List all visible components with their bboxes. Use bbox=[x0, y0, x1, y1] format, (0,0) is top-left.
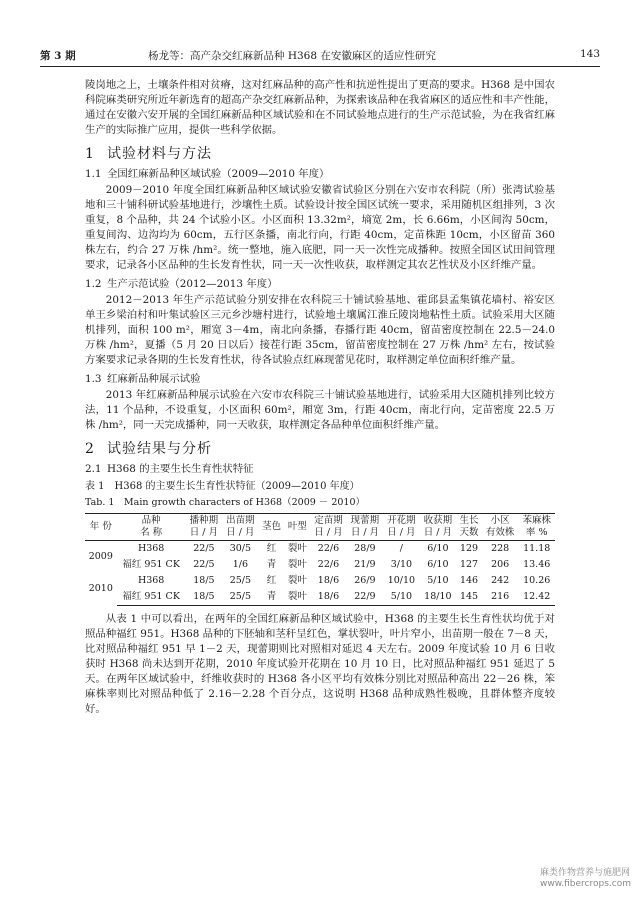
table-row bbox=[85, 589, 555, 606]
subsection-number: 1.3 bbox=[85, 373, 102, 385]
table-cell: 1/6 bbox=[232, 559, 249, 570]
paragraph: 2009－2010 年度全国红麻新品种区域试验安徽省试验区分别在六安市农科院（所）张湾试验基地和三十铺科研试验基地进行，沙壤性土质。试验设计按全国区试统一要求，采用随机区组排列，3 次重复，8 个品种，共 24 个试验小区。小区面积 13.32m²，墒宽 2m，长 6.66m，小区间沟 50cm，重复间沟、边沟均为 60cm，五行区条播，南北行向，行距 40cm，定苗株距 10cm，小区留苗 360 株左右，约合 27 万株 /hm²。统一整地，施入底肥，同一天一次性完成播种。按照全国区试田间管理要求，记录各小区品种的生长发育性状，同一天一次性收获，取样测定其农艺性状及小区纤维产量。 bbox=[85, 184, 555, 271]
table-cell: 22/5 bbox=[193, 559, 215, 570]
table-cell: 228 bbox=[491, 543, 510, 554]
table-cell: 12.42 bbox=[518, 589, 555, 606]
subsection-heading bbox=[85, 277, 555, 292]
year-cell: 2010 bbox=[88, 583, 113, 595]
subsection-heading bbox=[85, 372, 555, 387]
header-thinning: 定苗期 日 / 月 bbox=[310, 514, 346, 541]
table-cell: 146 bbox=[459, 575, 479, 586]
subsection-number: 1.1 bbox=[85, 168, 102, 180]
section-title: 试验材料与方法 bbox=[107, 146, 212, 162]
table-header-row bbox=[85, 514, 555, 541]
header-stem-color: 茎色 bbox=[259, 514, 285, 541]
header-budding: 现蕾期 日 / 月 bbox=[347, 514, 383, 541]
header-growth-days: 生长 天数 bbox=[456, 514, 482, 541]
table-cell: 22/5 bbox=[193, 543, 215, 554]
growth-characters-table bbox=[85, 513, 555, 606]
table-cell: 5/10 bbox=[383, 589, 419, 606]
table-cell: 红 bbox=[266, 543, 277, 554]
year-cell: 2009 bbox=[88, 551, 113, 562]
page-number: 143 bbox=[579, 48, 600, 60]
running-title: 杨龙等：高产杂交红麻新品种 H368 在安徽麻区的适应性研究 bbox=[148, 50, 436, 62]
subsection-title: 全国红麻新品种区域试验（2009—2010 年度） bbox=[107, 168, 330, 180]
paragraph: 2013 年红麻新品种展示试验在六安市农科院三十铺试验基地进行，试验采用大区随机排列比较方法，11 个品种，不设重复，小区面积 60m²，厢宽 3m，行距 40cm，南北行向，定苗密度 22.5 万株 /hm²，同一天完成播种，同一天收获，取样测定各品种单位面积纤维产量。 bbox=[85, 389, 555, 431]
header-harvest: 收获期 日 / 月 bbox=[420, 514, 456, 541]
table-cell: 26/9 bbox=[354, 575, 376, 586]
table-cell: 25/5 bbox=[222, 589, 258, 606]
header-rule bbox=[40, 66, 600, 67]
table-cell: 22/6 bbox=[317, 559, 340, 570]
table-cell: 13.46 bbox=[523, 559, 551, 570]
table-cell: 25/5 bbox=[229, 575, 252, 586]
subsection-number: 1.2 bbox=[85, 278, 102, 290]
table-cell: 10/10 bbox=[387, 575, 416, 586]
table-cell: 红 bbox=[266, 575, 277, 586]
table-row bbox=[85, 541, 555, 558]
watermark bbox=[540, 868, 630, 890]
table-cell: 18/6 bbox=[317, 575, 340, 586]
table-cell: 6/10 bbox=[427, 559, 449, 570]
watermark-line: 麻类作物营养与施肥网 bbox=[540, 868, 631, 878]
table-cell: 216 bbox=[482, 589, 518, 606]
issue-label: 第 3 期 bbox=[40, 50, 76, 62]
header-sowing: 播种期 日 / 月 bbox=[186, 514, 222, 541]
table-cell: 3/10 bbox=[390, 559, 413, 570]
table-cell: 30/5 bbox=[229, 543, 252, 554]
header-effective-plants: 小区 有效株 bbox=[482, 514, 518, 541]
intro-paragraph: 陵岗地之上，土壤条件相对贫瘠，这对红麻品种的高产性和抗逆性提出了更高的要求。H368 是中国农科院麻类研究所近年新选育的超高产杂交红麻新品种，为探索该品种在我省麻区的适应性和丰产性能，通过在安徽六安开展的全国红麻新品种区域试验和在不同试验地点进行的生产示范试验，为在我省红麻生产的实际推广应用，提供一些科学依据。 bbox=[85, 79, 555, 136]
header-emergence: 出苗期 日 / 月 bbox=[222, 514, 258, 541]
table-cell: 18/5 bbox=[193, 575, 215, 586]
subsection-heading bbox=[85, 462, 555, 477]
table-cell: H368 bbox=[137, 543, 165, 554]
header-variety: 品种 名 称 bbox=[117, 514, 186, 541]
table-cell: 206 bbox=[491, 559, 510, 570]
section-heading bbox=[85, 147, 555, 162]
table-cell: 21/9 bbox=[354, 559, 376, 570]
table-cell: 青 bbox=[266, 559, 277, 570]
table-cell: 裂叶 bbox=[287, 559, 307, 570]
table-cell: 裂叶 bbox=[287, 543, 307, 554]
table-cell: 22/6 bbox=[317, 543, 340, 554]
paragraph: 2012－2013 年生产示范试验分别安排在农科院三十铺试验基地、霍邱县孟集镇花墙村、裕安区单王乡梁泊村和叶集试验区三元乡沙塘村进行，试验地土壤属江淮丘陵岗地粘性土质。试验采用大区随机排列，面积 100 m²，厢宽 3－4m，南北向条播，春播行距 40cm，留苗密度控制在 22.5－24.0 万株 /hm²，夏播（5 月 20 日以后）接茬行距 35cm，留苗密度控制在 27 万株 /hm² 左右，按试验方案要求记录各期的生长发育性状，待各试验点红麻现蕾见花时，取样测定单位面积纤维产量。 bbox=[85, 294, 555, 366]
subsection-title: 生产示范试验（2012—2013 年度） bbox=[107, 278, 278, 290]
header-dwarf-rate: 苯麻株 率 % bbox=[518, 514, 555, 541]
table-row bbox=[85, 557, 555, 573]
section-title: 试验结果与分析 bbox=[107, 441, 212, 457]
header-year: 年 份 bbox=[85, 514, 117, 541]
table-cell: 18/6 bbox=[310, 589, 346, 606]
table-cell: H368 bbox=[137, 575, 165, 586]
table-cell: 22/9 bbox=[347, 589, 383, 606]
table-cell: 145 bbox=[456, 589, 482, 606]
page-body bbox=[85, 78, 555, 717]
analysis-paragraph: 从表 1 中可以看出，在两年的全国红麻新品种区域试验中，H368 的主要生长生育性状均优于对照品种福红 951。H368 品种的下胚轴和茎秆呈红色，掌状裂叶，叶片窄小，出苗期一般在 7－8 天，比对照品种福红 951 早 1－2 天，现蕾期则比对照相对延迟 4 天左右。2009 年度试验 10 月 6 日收获时 H368 尚未达到开花期，2010 年度试验开花期在 10 月 10 日，比对照品种福红 951 延迟了 5 天。在两年区域试验中，纤维收获时的 H368 各小区平均有效株分别比对照品种高出 22－26 株，笨麻株率则比对照品种低了 2.16－2.28 个百分点，这说明 H368 品种成熟性极晚，且群体整齐度较好。 bbox=[85, 613, 555, 715]
subsection-title: 红麻新品种展示试验 bbox=[107, 373, 201, 385]
table-row bbox=[85, 573, 555, 589]
section-number: 2 bbox=[85, 441, 95, 457]
table-cell: 18/5 bbox=[186, 589, 222, 606]
section-heading bbox=[85, 442, 555, 457]
subsection-heading bbox=[85, 167, 555, 182]
table-cell: 裂叶 bbox=[287, 575, 307, 586]
table-caption-cn: 表 1 H368 的主要生长生育性状特征（2009—2010 年度） bbox=[85, 481, 360, 492]
section-number: 1 bbox=[85, 146, 95, 162]
table-caption-en: Tab. 1 Main growth characters of H368（2009 － 2010） bbox=[85, 497, 365, 508]
table-cell: 242 bbox=[491, 575, 510, 586]
running-header bbox=[40, 48, 600, 64]
watermark-url: www.fibercrops.com bbox=[540, 879, 631, 889]
table-cell: 6/10 bbox=[427, 543, 449, 554]
table-cell: 5/10 bbox=[427, 575, 449, 586]
subsection-title: H368 的主要生长生育性状特征 bbox=[107, 463, 254, 475]
header-flowering: 开花期 日 / 月 bbox=[383, 514, 419, 541]
table-cell: / bbox=[399, 543, 403, 554]
table-cell: 福红 951 CK bbox=[122, 559, 180, 570]
table-cell: 裂叶 bbox=[284, 589, 310, 606]
table-cell: 青 bbox=[259, 589, 285, 606]
table-cell: 18/10 bbox=[420, 589, 456, 606]
table-cell: 127 bbox=[459, 559, 479, 570]
table-cell: 10.26 bbox=[523, 575, 551, 586]
subsection-number: 2.1 bbox=[85, 463, 102, 475]
table-cell: 11.18 bbox=[523, 543, 551, 554]
table-cell: 129 bbox=[459, 543, 479, 554]
table-cell: 福红 951 CK bbox=[117, 589, 186, 606]
header-leaf-type: 叶型 bbox=[284, 514, 310, 541]
table-cell: 28/9 bbox=[354, 543, 376, 554]
